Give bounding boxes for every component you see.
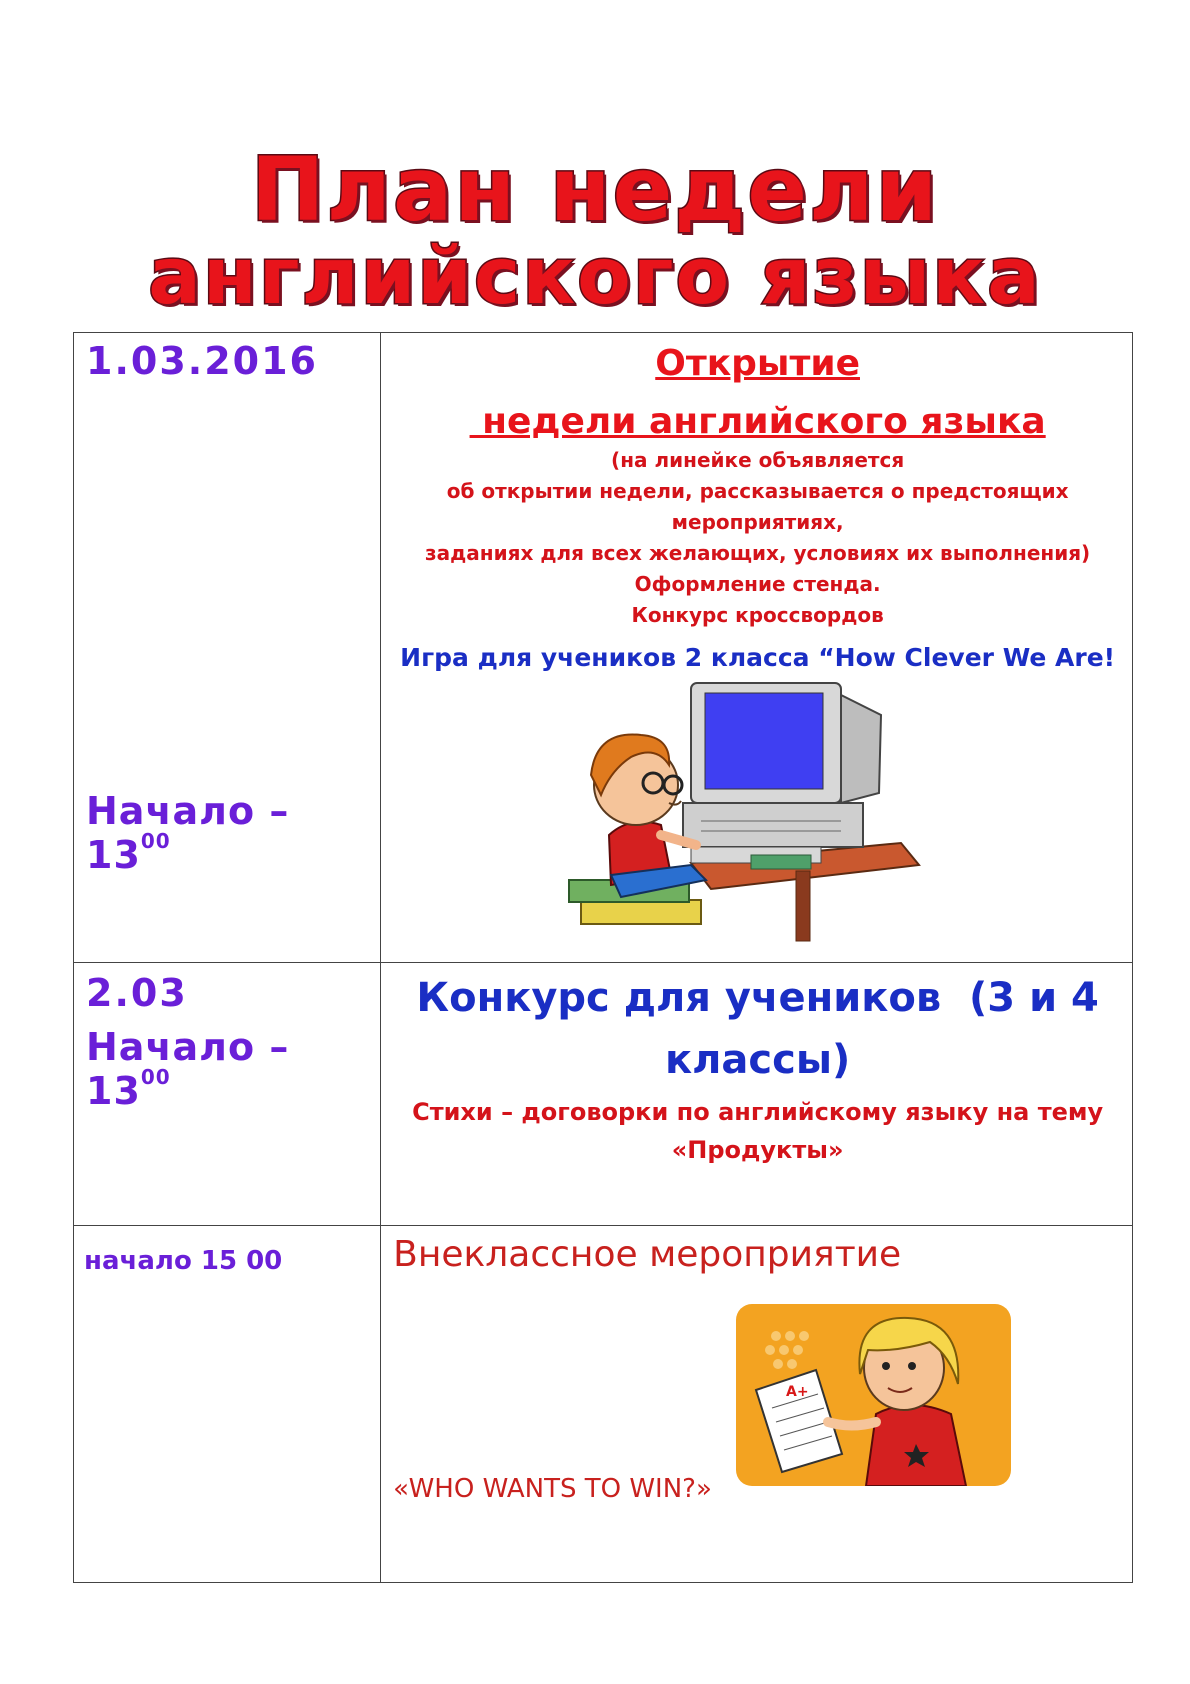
note-line: Конкурс кроссвордов [631,603,884,627]
table-row [74,333,1133,963]
event-date: 2.03 [86,971,188,1015]
page-title-line-1: План недели [250,138,940,241]
opening-heading: Открытие [655,343,860,384]
contest-topic [381,1093,1134,1169]
quiz-title: «WHO WANTS TO WIN?» [393,1474,712,1504]
note-line: об открытии недели, рассказывается о предстоящих [446,479,1069,503]
event-cell [381,333,1133,963]
contest-heading-line: Конкурс для учеников (3 и 4 [416,975,1099,1021]
start-time-label: Начало – 13 [86,789,290,877]
start-time-minutes: 00 [140,1065,171,1089]
boy-at-computer-illustration [541,675,931,955]
schedule-table [73,332,1133,1583]
contest-heading-line: классы) [664,1037,851,1083]
contest-topic-line: «Продукты» [671,1136,844,1164]
start-time: начало 15 00 [84,1246,283,1276]
page-title-line-2: английского языка [148,232,1042,322]
contest-topic-line: Стихи – договорки по английскому языку на тему [412,1098,1104,1126]
opening-notes [381,445,1134,631]
start-time-minutes: 00 [140,829,171,853]
start-time-label: Начало – 13 [86,1025,290,1113]
start-time [86,789,380,877]
start-time [86,1025,380,1113]
date-cell [74,1226,381,1583]
date-cell [74,333,381,963]
table-row [74,1226,1133,1583]
girl-with-test-illustration [736,1304,1011,1486]
event-date: 1.03.2016 [86,339,318,383]
opening-subheading: недели английского языка [469,401,1046,442]
game-line: Игра для учеников 2 класса “How Clever We Are! [400,643,1116,672]
contest-heading [381,967,1134,1091]
table-row [74,963,1133,1226]
event-cell [381,963,1133,1226]
svg-text:A+: A+ [786,1384,809,1400]
date-cell [74,963,381,1226]
note-line: (на линейке объявляется [611,448,905,472]
note-line: Оформление стенда. [634,572,881,596]
note-line: мероприятиях, [671,510,844,534]
note-line: заданиях для всех желающих, условиях их выполнения) [425,541,1091,565]
extracurricular-title: Внеклассное мероприятие [393,1234,902,1275]
event-cell [381,1226,1133,1583]
